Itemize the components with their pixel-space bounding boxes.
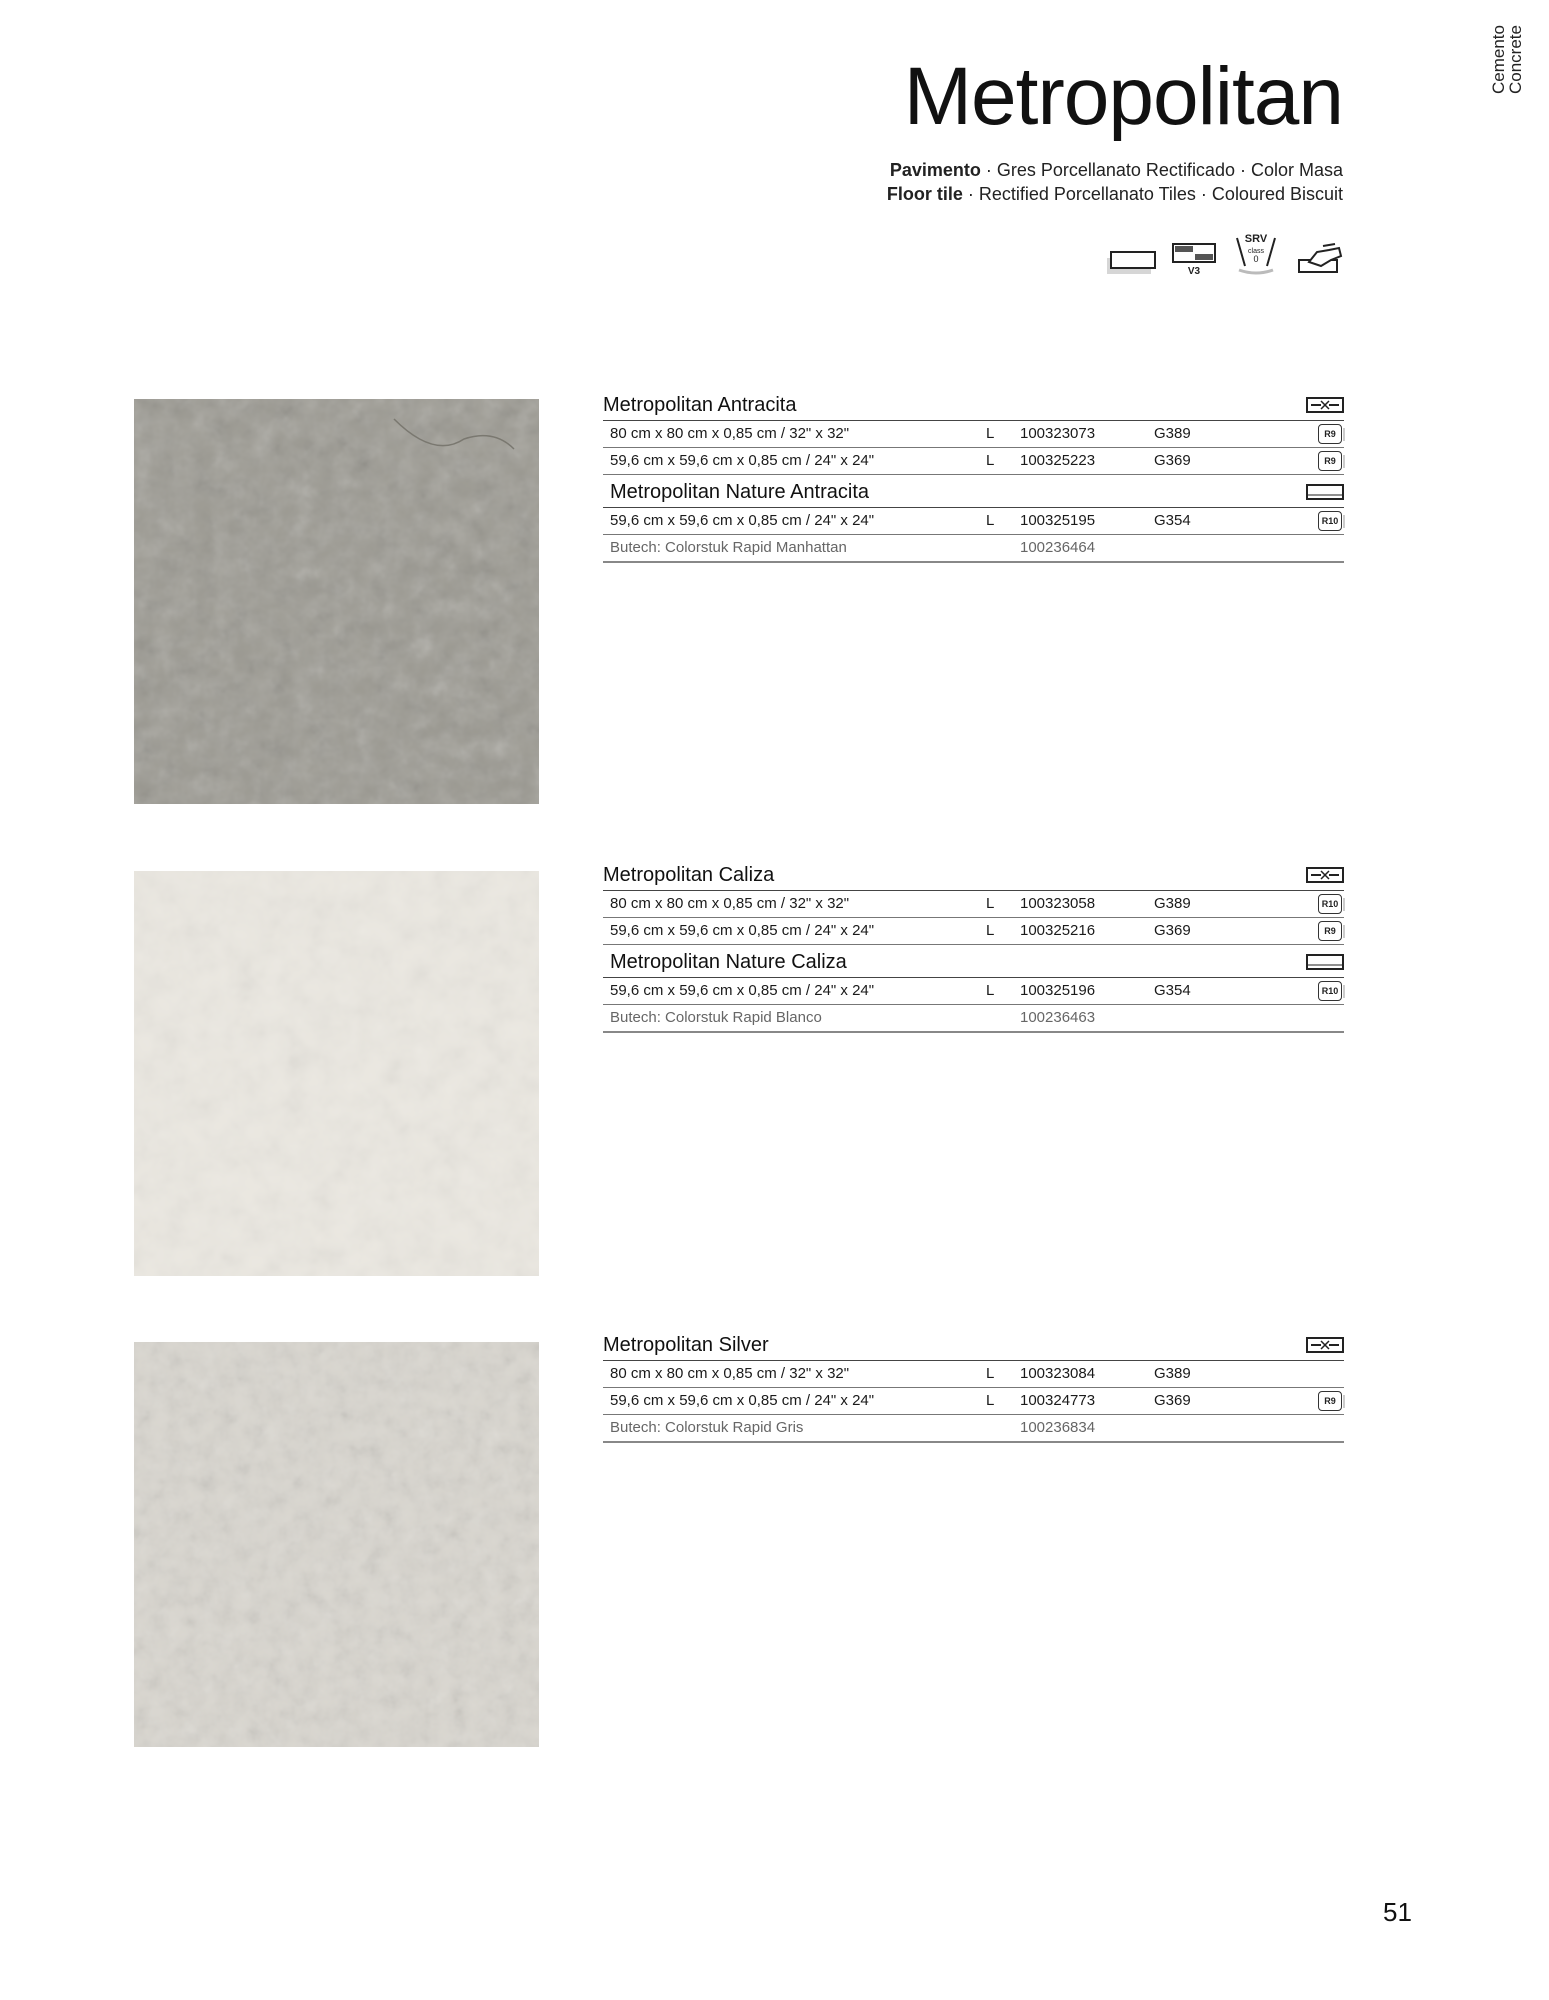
nature-finish-icon: [1306, 954, 1344, 970]
product-name: Metropolitan Antracita: [603, 394, 797, 416]
subtitle-english-bold: Floor tile: [886, 184, 963, 204]
table-row: [603, 421, 1344, 448]
subtitle-spanish-rest: · Gres Porcellanato Rectificado · Color Masa: [980, 160, 1343, 180]
rectified-edge-icon: [1306, 397, 1344, 413]
product-header: [603, 945, 1344, 978]
butech-label: Butech: Colorstuk Rapid Manhattan: [610, 539, 847, 556]
product-header: [603, 392, 1344, 421]
tile-image-antracita: [134, 399, 539, 804]
product-name: Metropolitan Silver: [603, 1334, 769, 1356]
code-cell: 100324773: [1020, 1392, 1096, 1409]
subtitle-spanish-bold: Pavimento: [889, 160, 981, 180]
subtitle-english-rest: · Rectified Porcellanato Tiles · Coloured Biscuit: [962, 184, 1343, 204]
size-cell: 80 cm x 80 cm x 0,85 cm / 32" x 32": [610, 425, 850, 442]
butech-row: [603, 1005, 1344, 1033]
side-label-cemento: Cemento: [1489, 25, 1508, 94]
product-name: Metropolitan Caliza: [603, 864, 775, 886]
tile-image-silver: [134, 1342, 539, 1747]
rectified-edge-icon: [1306, 1337, 1344, 1353]
slip-rating-badge: R10: [1318, 894, 1342, 914]
tile-texture-antracita: [134, 399, 539, 804]
slip-rating-badge: R10: [1318, 511, 1342, 531]
size-cell: 59,6 cm x 59,6 cm x 0,85 cm / 24" x 24": [610, 1392, 875, 1409]
butech-label: Butech: Colorstuk Rapid Gris: [610, 1419, 804, 1436]
g-cell: G389: [1154, 425, 1191, 442]
page-title: Metropolitan: [903, 51, 1343, 142]
l-cell: L: [986, 895, 995, 912]
l-cell: L: [986, 1392, 995, 1409]
g-cell: G369: [1154, 452, 1191, 469]
srv-class-label: class: [1248, 248, 1264, 255]
product-block-silver: [603, 1332, 1344, 1443]
subtitle-english: [887, 183, 1343, 205]
product-header: [603, 862, 1344, 891]
srv-class-value: 0: [1253, 254, 1259, 264]
table-row: [603, 448, 1344, 475]
butech-code: 100236464: [1020, 539, 1096, 556]
product-block-caliza: [603, 862, 1344, 1033]
l-cell: L: [986, 982, 995, 999]
product-name: Metropolitan Nature Caliza: [610, 951, 847, 973]
tile-texture-silver: [134, 1342, 539, 1747]
code-cell: 100323058: [1020, 895, 1096, 912]
cleaning-hand-icon: [1295, 242, 1343, 276]
g-cell: G369: [1154, 922, 1191, 939]
table-row: [603, 891, 1344, 918]
nature-finish-icon: [1306, 484, 1344, 500]
size-cell: 80 cm x 80 cm x 0,85 cm / 32" x 32": [610, 1365, 850, 1382]
table-row: [603, 1388, 1344, 1415]
rectified-edge-icon: [1306, 867, 1344, 883]
feature-icons: [1105, 228, 1343, 276]
butech-row: [603, 535, 1344, 563]
g-cell: G354: [1154, 982, 1191, 999]
code-cell: 100323084: [1020, 1365, 1096, 1382]
v3-variation-icon: [1171, 240, 1217, 276]
code-cell: 100325195: [1020, 512, 1096, 529]
page-number: 51: [1383, 1897, 1412, 1927]
size-cell: 59,6 cm x 59,6 cm x 0,85 cm / 24" x 24": [610, 452, 875, 469]
l-cell: L: [986, 1365, 995, 1382]
l-cell: L: [986, 922, 995, 939]
size-cell: 59,6 cm x 59,6 cm x 0,85 cm / 24" x 24": [610, 922, 875, 939]
code-cell: 100325216: [1020, 922, 1096, 939]
l-cell: L: [986, 425, 995, 442]
side-label-concrete: Concrete: [1506, 25, 1525, 94]
section-side-label: [1490, 10, 1530, 100]
table-row: [603, 918, 1344, 945]
slip-rating-badge: R9: [1318, 1391, 1342, 1411]
butech-label: Butech: Colorstuk Rapid Blanco: [610, 1009, 822, 1026]
size-cell: 59,6 cm x 59,6 cm x 0,85 cm / 24" x 24": [610, 512, 875, 529]
product-name: Metropolitan Nature Antracita: [610, 481, 870, 503]
v3-label: V3: [1187, 266, 1201, 276]
slip-rating-badge: R9: [1318, 921, 1342, 941]
subtitle-spanish: [890, 159, 1343, 181]
tile-image-caliza: [134, 871, 539, 1276]
g-cell: G389: [1154, 1365, 1191, 1382]
tile-texture-caliza: [134, 871, 539, 1276]
slip-rating-badge: R10: [1318, 981, 1342, 1001]
product-block-antracita: [603, 392, 1344, 563]
butech-code: 100236463: [1020, 1009, 1096, 1026]
slip-rating-badge: R9: [1318, 424, 1342, 444]
srv-class-0-icon: [1231, 228, 1281, 276]
size-cell: 80 cm x 80 cm x 0,85 cm / 32" x 32": [610, 895, 850, 912]
code-cell: 100325196: [1020, 982, 1096, 999]
product-header: [603, 1332, 1344, 1361]
g-cell: G369: [1154, 1392, 1191, 1409]
butech-row: [603, 1415, 1344, 1443]
slip-rating-badge: R9: [1318, 451, 1342, 471]
table-row: [603, 978, 1344, 1005]
l-cell: L: [986, 452, 995, 469]
butech-code: 100236834: [1020, 1419, 1096, 1436]
code-cell: 100325223: [1020, 452, 1096, 469]
l-cell: L: [986, 512, 995, 529]
g-cell: G389: [1154, 895, 1191, 912]
floor-tile-icon: [1105, 246, 1157, 276]
product-header: [603, 475, 1344, 508]
size-cell: 59,6 cm x 59,6 cm x 0,85 cm / 24" x 24": [610, 982, 875, 999]
table-row: [603, 1361, 1344, 1388]
code-cell: 100323073: [1020, 425, 1096, 442]
srv-label: SRV: [1244, 233, 1268, 245]
g-cell: G354: [1154, 512, 1191, 529]
table-row: [603, 508, 1344, 535]
